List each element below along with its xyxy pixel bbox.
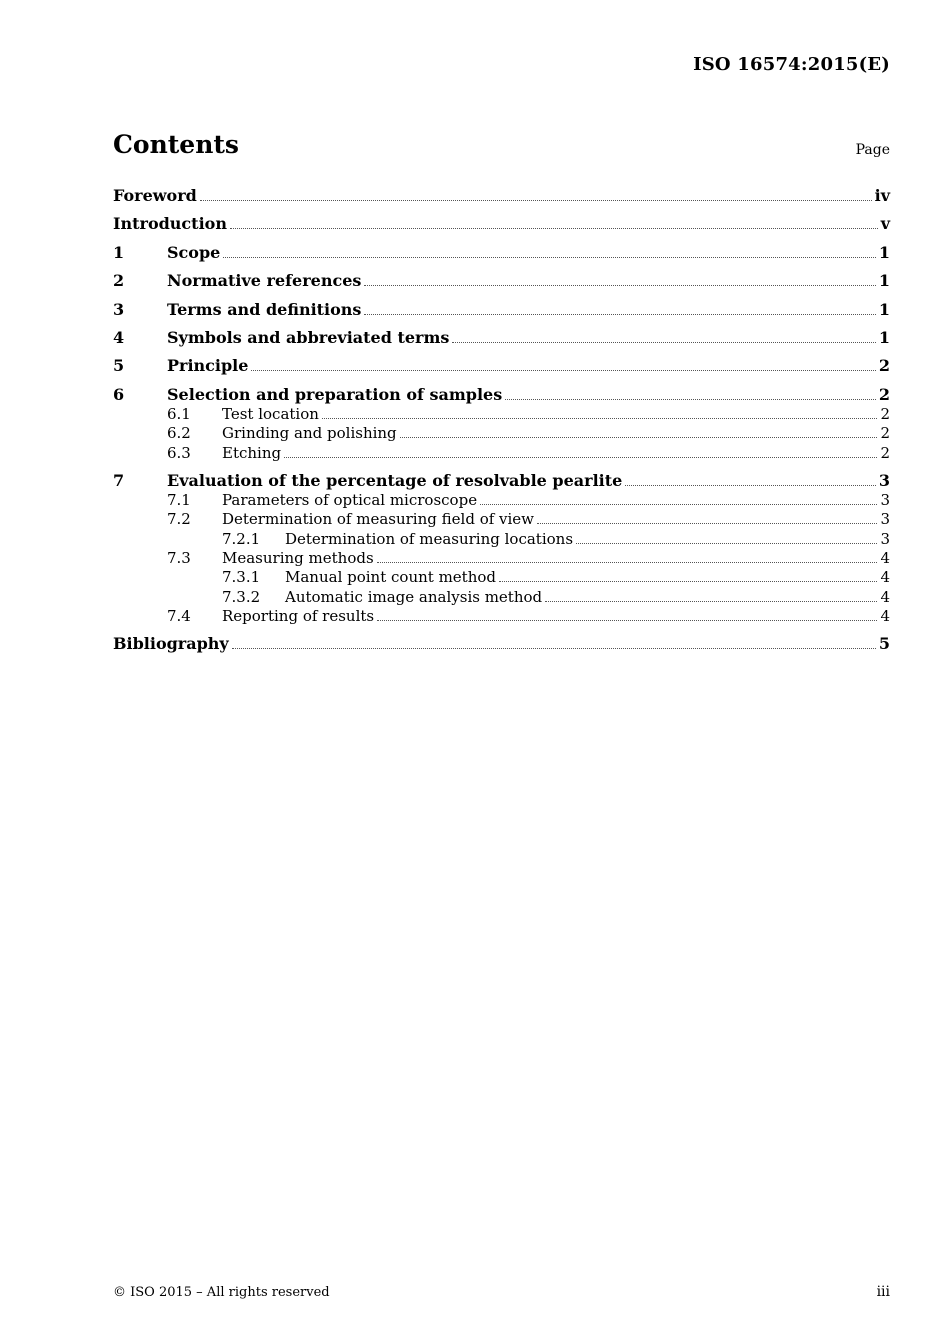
toc-entry-title: Evaluation of the percentage of resolvable pearlite: [167, 471, 623, 490]
toc-entry[interactable]: [113, 634, 890, 654]
toc-dot-leader: [364, 314, 875, 315]
toc-entry-number: 3: [113, 300, 125, 319]
toc-entry-page: 5: [878, 634, 890, 653]
toc-entry-page: v: [880, 214, 890, 233]
toc-entry-title: Automatic image analysis method: [285, 588, 543, 606]
toc-entry[interactable]: [113, 587, 890, 607]
toc-entry-title: Manual point count method: [285, 568, 496, 586]
toc-entry-page: 4: [880, 607, 890, 625]
toc-dot-leader: [400, 437, 878, 438]
toc-dot-leader: [505, 399, 876, 400]
toc-entry-page: 4: [880, 549, 890, 567]
toc-entry-number: 7.2.1: [222, 530, 261, 548]
toc-dot-leader: [480, 504, 877, 505]
toc-entry-number: 7.2: [167, 510, 191, 528]
toc-entry-title: Etching: [222, 444, 282, 462]
toc-dot-leader: [230, 228, 878, 229]
toc-entry-title: Measuring methods: [222, 549, 374, 567]
toc-entry-page: 2: [880, 405, 890, 423]
toc-entry-title: Reporting of results: [222, 607, 375, 625]
toc-entry[interactable]: [113, 356, 890, 376]
toc-entry-number: 6.3: [167, 444, 191, 462]
toc-entry-title: Introduction: [113, 214, 227, 233]
toc-entry-page: 4: [880, 588, 890, 606]
toc-dot-leader: [499, 581, 877, 582]
toc-entry[interactable]: [113, 404, 890, 424]
toc-entry-number: 7.4: [167, 607, 191, 625]
toc-entry[interactable]: [113, 471, 890, 491]
toc-entry-page: 4: [880, 568, 890, 586]
toc-dot-leader: [625, 485, 876, 486]
toc-entry-page: 1: [878, 243, 890, 262]
toc-entry-title: Test location: [222, 405, 319, 423]
toc-entry-title: Foreword: [113, 186, 197, 205]
toc-entry-page: 3: [878, 471, 890, 490]
toc-entry-page: 2: [880, 444, 890, 462]
toc-entry[interactable]: [113, 443, 890, 463]
toc-entry-number: 6.1: [167, 405, 191, 423]
toc-entry-title: Selection and preparation of samples: [167, 385, 503, 404]
toc-entry-page: 1: [878, 300, 890, 319]
toc-dot-leader: [545, 601, 877, 602]
toc-entry-page: 2: [880, 424, 890, 442]
toc-entry-title: Symbols and abbreviated terms: [167, 328, 450, 347]
toc-entry-title: Grinding and polishing: [222, 424, 397, 442]
copyright-notice: © ISO 2015 – All rights reserved: [113, 1285, 330, 1300]
toc-entry-title: Scope: [167, 243, 221, 262]
toc-dot-leader: [452, 342, 875, 343]
toc-entry-number: 6: [113, 385, 125, 404]
document-id: ISO 16574:2015(E): [693, 54, 890, 75]
toc-entry[interactable]: [113, 328, 890, 348]
toc-entry-title: Principle: [167, 356, 249, 375]
toc-entry[interactable]: [113, 509, 890, 529]
toc-entry-number: 4: [113, 328, 125, 347]
toc-entry-number: 7.3.1: [222, 568, 261, 586]
toc-entry-page: 3: [880, 491, 890, 509]
toc-entry[interactable]: [113, 385, 890, 405]
toc-entry[interactable]: [113, 423, 890, 443]
toc-entry-title: Determination of measuring field of view: [222, 510, 535, 528]
toc-entry-number: 7.3: [167, 549, 191, 567]
toc-dot-leader: [200, 200, 872, 201]
toc-entry[interactable]: [113, 271, 890, 291]
toc-entry-title: Normative references: [167, 271, 362, 290]
toc-entry-title: Parameters of optical microscope: [222, 491, 478, 509]
toc-entry-page: iv: [874, 186, 890, 205]
toc-dot-leader: [284, 457, 877, 458]
toc-dot-leader: [322, 418, 878, 419]
toc-entry-title: Bibliography: [113, 634, 229, 653]
toc-entry-number: 7.1: [167, 491, 191, 509]
page-column-label: Page: [855, 142, 890, 158]
toc-entry[interactable]: [113, 606, 890, 626]
toc-entry-page: 3: [880, 510, 890, 528]
toc-entry[interactable]: [113, 567, 890, 587]
toc-entry-title: Terms and definitions: [167, 300, 362, 319]
toc-entry-number: 1: [113, 243, 125, 262]
toc-entry[interactable]: [113, 548, 890, 568]
toc-dot-leader: [377, 562, 878, 563]
toc-entry-page: 1: [878, 271, 890, 290]
toc-entry[interactable]: [113, 214, 890, 234]
toc-entry[interactable]: [113, 186, 890, 206]
contents-heading: Contents: [113, 130, 240, 159]
toc-entry[interactable]: [113, 243, 890, 263]
toc-entry-page: 2: [878, 356, 890, 375]
toc-dot-leader: [223, 257, 876, 258]
toc-entry[interactable]: [113, 529, 890, 549]
toc-entry-number: 7: [113, 471, 125, 490]
page-number: iii: [876, 1284, 890, 1300]
toc-entry-number: 6.2: [167, 424, 191, 442]
toc-entry-number: 2: [113, 271, 125, 290]
toc-dot-leader: [537, 523, 877, 524]
toc-entry-page: 3: [880, 530, 890, 548]
toc-dot-leader: [576, 543, 877, 544]
toc-entry-title: Determination of measuring locations: [285, 530, 574, 548]
toc-dot-leader: [364, 285, 875, 286]
toc-entry[interactable]: [113, 490, 890, 510]
toc-entry-page: 1: [878, 328, 890, 347]
toc-dot-leader: [251, 370, 875, 371]
toc-entry-number: 5: [113, 356, 125, 375]
toc-dot-leader: [377, 620, 877, 621]
toc-entry-number: 7.3.2: [222, 588, 261, 606]
toc-dot-leader: [232, 648, 876, 649]
toc-entry-page: 2: [878, 385, 890, 404]
toc-entry[interactable]: [113, 300, 890, 320]
